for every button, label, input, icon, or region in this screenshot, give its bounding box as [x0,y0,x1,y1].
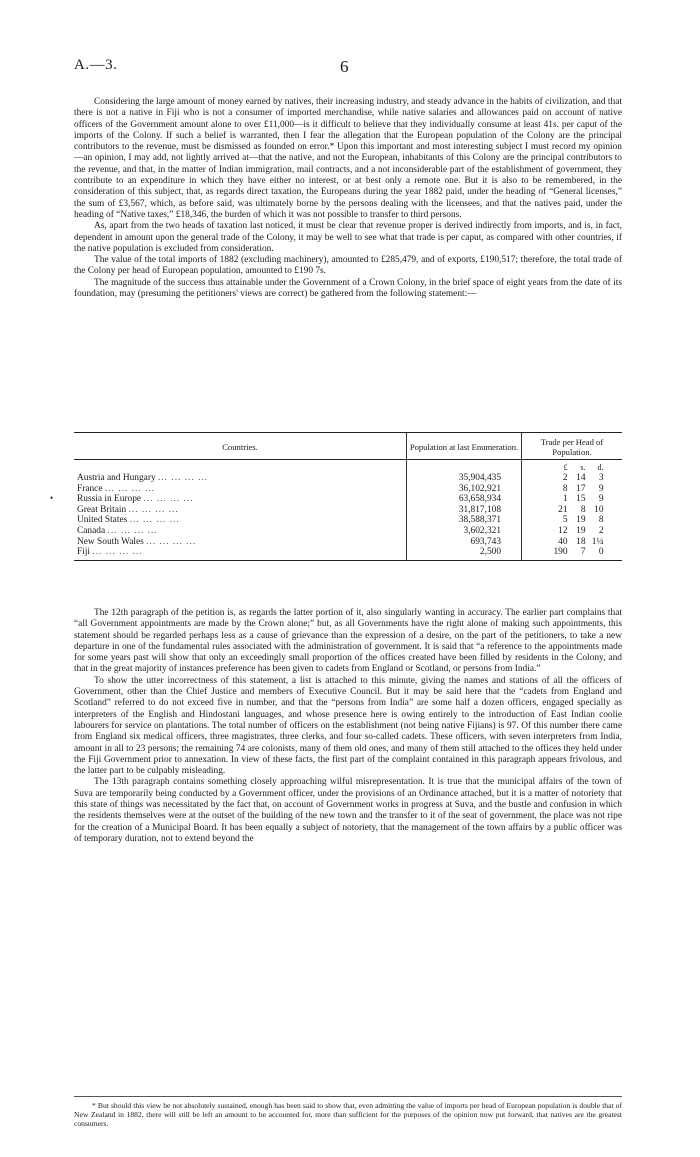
country-name: France [77,483,103,494]
trade-pence: 9 [598,494,604,505]
leader-dots: ... ... ... ... [157,473,209,483]
paragraph-12th: The 12th paragraph of the petition is, as regards the latter portion of it, also singularly wanting in accuracy. The earlier part complains that “all Government appointments are made by the Crown alone;” but, as all Governments have the right alone of making such appointments, this statement should be regarded perhaps less as a cause of grievance than the expression of a desire, on the part of the petitioners, to take a new departure in one of the fundamental rules associated with the administration of government. It is said that “a reference to the appointments made for some years past will show that only an exceedingly small proportion of the offices created have been filled by residents in the Colony, and that in the great majority of instances preference has been given to cadets from England or Scotland, or persons from India.” [74,608,622,675]
trade-pence: 1¼ [591,536,604,547]
page-header [74,57,622,79]
table-row [74,484,622,495]
trade-pounds: 8 [562,483,568,494]
table-row [74,547,622,558]
unit-shillings: s. [580,463,586,472]
footnote-rule [74,1096,622,1097]
country-name: Great Britain [77,504,127,515]
header-trade-per-head: Trade per Head of Population. [522,433,623,460]
country-name: Canada [77,525,106,536]
paragraph-trade-per-caput: As, apart from the two heads of taxation last noticed, it must be clear that revenue proper is derived indirectly from imports, and is, in fact, dependent in amount upon the general trade of the Colony, it may be well to see what that trade is per caput, as compared with other countries, if the native population is excluded from consideration. [74,221,622,254]
country-name: United States [77,515,128,526]
leader-dots: ... ... ... ... [129,515,180,526]
leader-dots: ... ... ... ... [107,525,158,536]
table-row [74,515,622,526]
leader-dots: ... ... ... ... [104,483,156,494]
table-row [74,505,622,516]
table-row [74,537,622,548]
leader-dots: ... ... ... ... [143,494,194,505]
trade-pence: 10 [594,504,604,515]
unit-pence: d. [597,463,604,472]
trade-shillings: 18 [576,536,586,547]
unit-pounds: £ [563,463,568,472]
trade-pounds: 190 [553,547,568,558]
table-row [74,526,622,537]
population-value: 31,817,108 [407,505,522,516]
trade-shillings: 14 [576,473,586,483]
header-population: Population at last Enumeration. [407,433,522,460]
table-row [74,473,622,484]
trade-pounds: 40 [558,536,568,547]
table-spacer [74,558,622,560]
trade-shillings: 15 [576,494,586,505]
paragraph-revenue-contributors: Considering the large amount of money earned by natives, their increasing industry, and steady advance in the habits of civilization, and that there is not a native in Fiji who is not a consumer of imported merchandise, while native salaries and allowances paid on account of native officers of the Government amount alone to over £11,000—is it difficult to believe that they individually consume at least 41s. per caput of the imports of the Colony. If such a belief is warranted, then I fear the allegation that the European population of the Colony are the principal contributors to the revenue, must be dismissed as founded on error.* Upon this important and most interesting subject I must record my opinion—an opinion, I may add, not lightly arrived at—that the native, and not the European, inhabitants of this Colony are the principal contributors to the revenue, and that, in the matter of Indian immigration, mail contracts, and a not inconsiderable part of the establishment of government, they contribute to an expenditure in which they have either no interest, or at best only a remote one. But it is also to be remembered, in the consideration of this subject, that, as regards direct taxation, the Europeans during the year 1882 paid, under the heading of “General licenses,” the sum of £3,567, which, as before said, was ultimately borne by the persons dealing with the licensees, and that the natives paid, under the heading of “Native taxes,” £18,346, the burden of which it was not possible to transfer to third persons. [74,97,622,220]
paragraph-incorrectness: To show the utter incorrectness of this statement, a list is attached to this minute, giving the names and stations of all the officers of Government, other than the Chief Justice and members of Executive Council. But it may be said here that the “cadets from England and Scotland” referred to do not exceed five in number, and that the “persons from India” are some half a dozen officers, engaged specially as interpreters of the English and Hindostani languages, and whose presence here is owing entirely to the introduction of East Indian coolie labourers for service on plantations. The total number of officers on the establishment (not being native Fijians) is 97. Of this number there came from England six medical officers, three magistrates, three clerks, and four so-called cadets. These officers, with seven interpreters from India, amount in all to 23 persons; the remaining 74 are colonists, many of them old ones, and many of them still attached to the offices they held under the Fiji Government prior to annexation. In view of these facts, the first part of the complaint contained in this paragraph appears frivolous, and the latter part to be culpably misleading. [74,675,622,777]
trade-pence: 0 [598,547,604,558]
leader-dots: ... ... ... ... [92,547,143,558]
trade-comparison-table [74,432,622,561]
units-row [74,460,622,474]
population-value: 36,102,921 [407,484,522,495]
population-value: 38,588,371 [407,515,522,526]
trade-pounds: 21 [558,504,568,515]
country-name: Fiji [77,547,91,558]
trade-pence: 3 [598,473,604,483]
trade-pounds: 12 [558,525,568,536]
trade-shillings: 19 [576,525,586,536]
paragraph-total-imports: The value of the total imports of 1882 (excluding machinery), amounted to £285,479, and of exports, £190,517; therefore, the total trade of the Colony per head of European population, amounted to £190 7s. [74,255,622,277]
trade-shillings: 7 [580,547,586,558]
country-name: Austria and Hungary [77,473,156,483]
leader-dots: ... ... ... ... [146,536,197,547]
body-text-upper [74,97,622,300]
population-value: 2,500 [407,547,522,558]
trade-pence: 2 [598,525,604,536]
trade-shillings: 8 [580,504,586,515]
document-reference: A.—3. [74,57,118,73]
trade-shillings: 19 [576,515,586,526]
margin-mark: • [50,493,54,503]
population-value: 63,658,934 [407,494,522,505]
population-value: 3,602,321 [407,526,522,537]
body-text-lower [74,608,622,845]
population-value: 35,904,435 [407,473,522,484]
leader-dots: ... ... ... ... [128,504,179,515]
population-value: 693,743 [407,537,522,548]
footnote [74,1101,622,1128]
country-name: Russia in Europe [77,494,142,505]
trade-pounds: 5 [562,515,568,526]
paragraph-statement-intro: The magnitude of the success thus attainable under the Government of a Crown Colony, in the brief space of eight years from the date of its foundation, may (presuming the petitioners' views are correct) be gathered from the following statement:— [74,277,622,300]
footnote-text: * But should this view be not absolutely sustained, enough has been said to show that, even admitting the value of imports per head of European population is double that of New Zealand in 1882, there will still be left an amount to be accounted for, more than sufficient for the purposes of the opinion now put forward, that natives are the greatest consumers. [74,1101,622,1128]
table-header-row [74,433,622,460]
trade-pence: 8 [598,515,604,526]
header-countries: Countries. [74,433,407,460]
paragraph-13th: The 13th paragraph contains something closely approaching wilful misrepresentation. It is true that the municipal affairs of the town of Suva are temporarily being conducted by a Government officer, under the provisions of an Ordinance attached, but it is a matter of notoriety that this state of things was necessitated by the fact that, on account of Government works in progress at Suva, and the bustle and confusion in which the residents themselves were at the outset of the building of the new town and the transfer to it of the seat of government, the place was not ripe for the creation of a Municipal Board. It has been equally a subject of notoriety, that the management of the town affairs by a public officer was of temporary duration, not to extend beyond the [74,777,622,844]
trade-pence: 9 [598,483,604,494]
page-number: 6 [340,57,349,76]
trade-pounds: 1 [562,494,568,505]
country-name: New South Wales [77,536,144,547]
table-row [74,494,622,505]
document-page [50,0,622,1157]
trade-shillings: 17 [576,483,586,494]
trade-pounds: 2 [562,473,568,483]
